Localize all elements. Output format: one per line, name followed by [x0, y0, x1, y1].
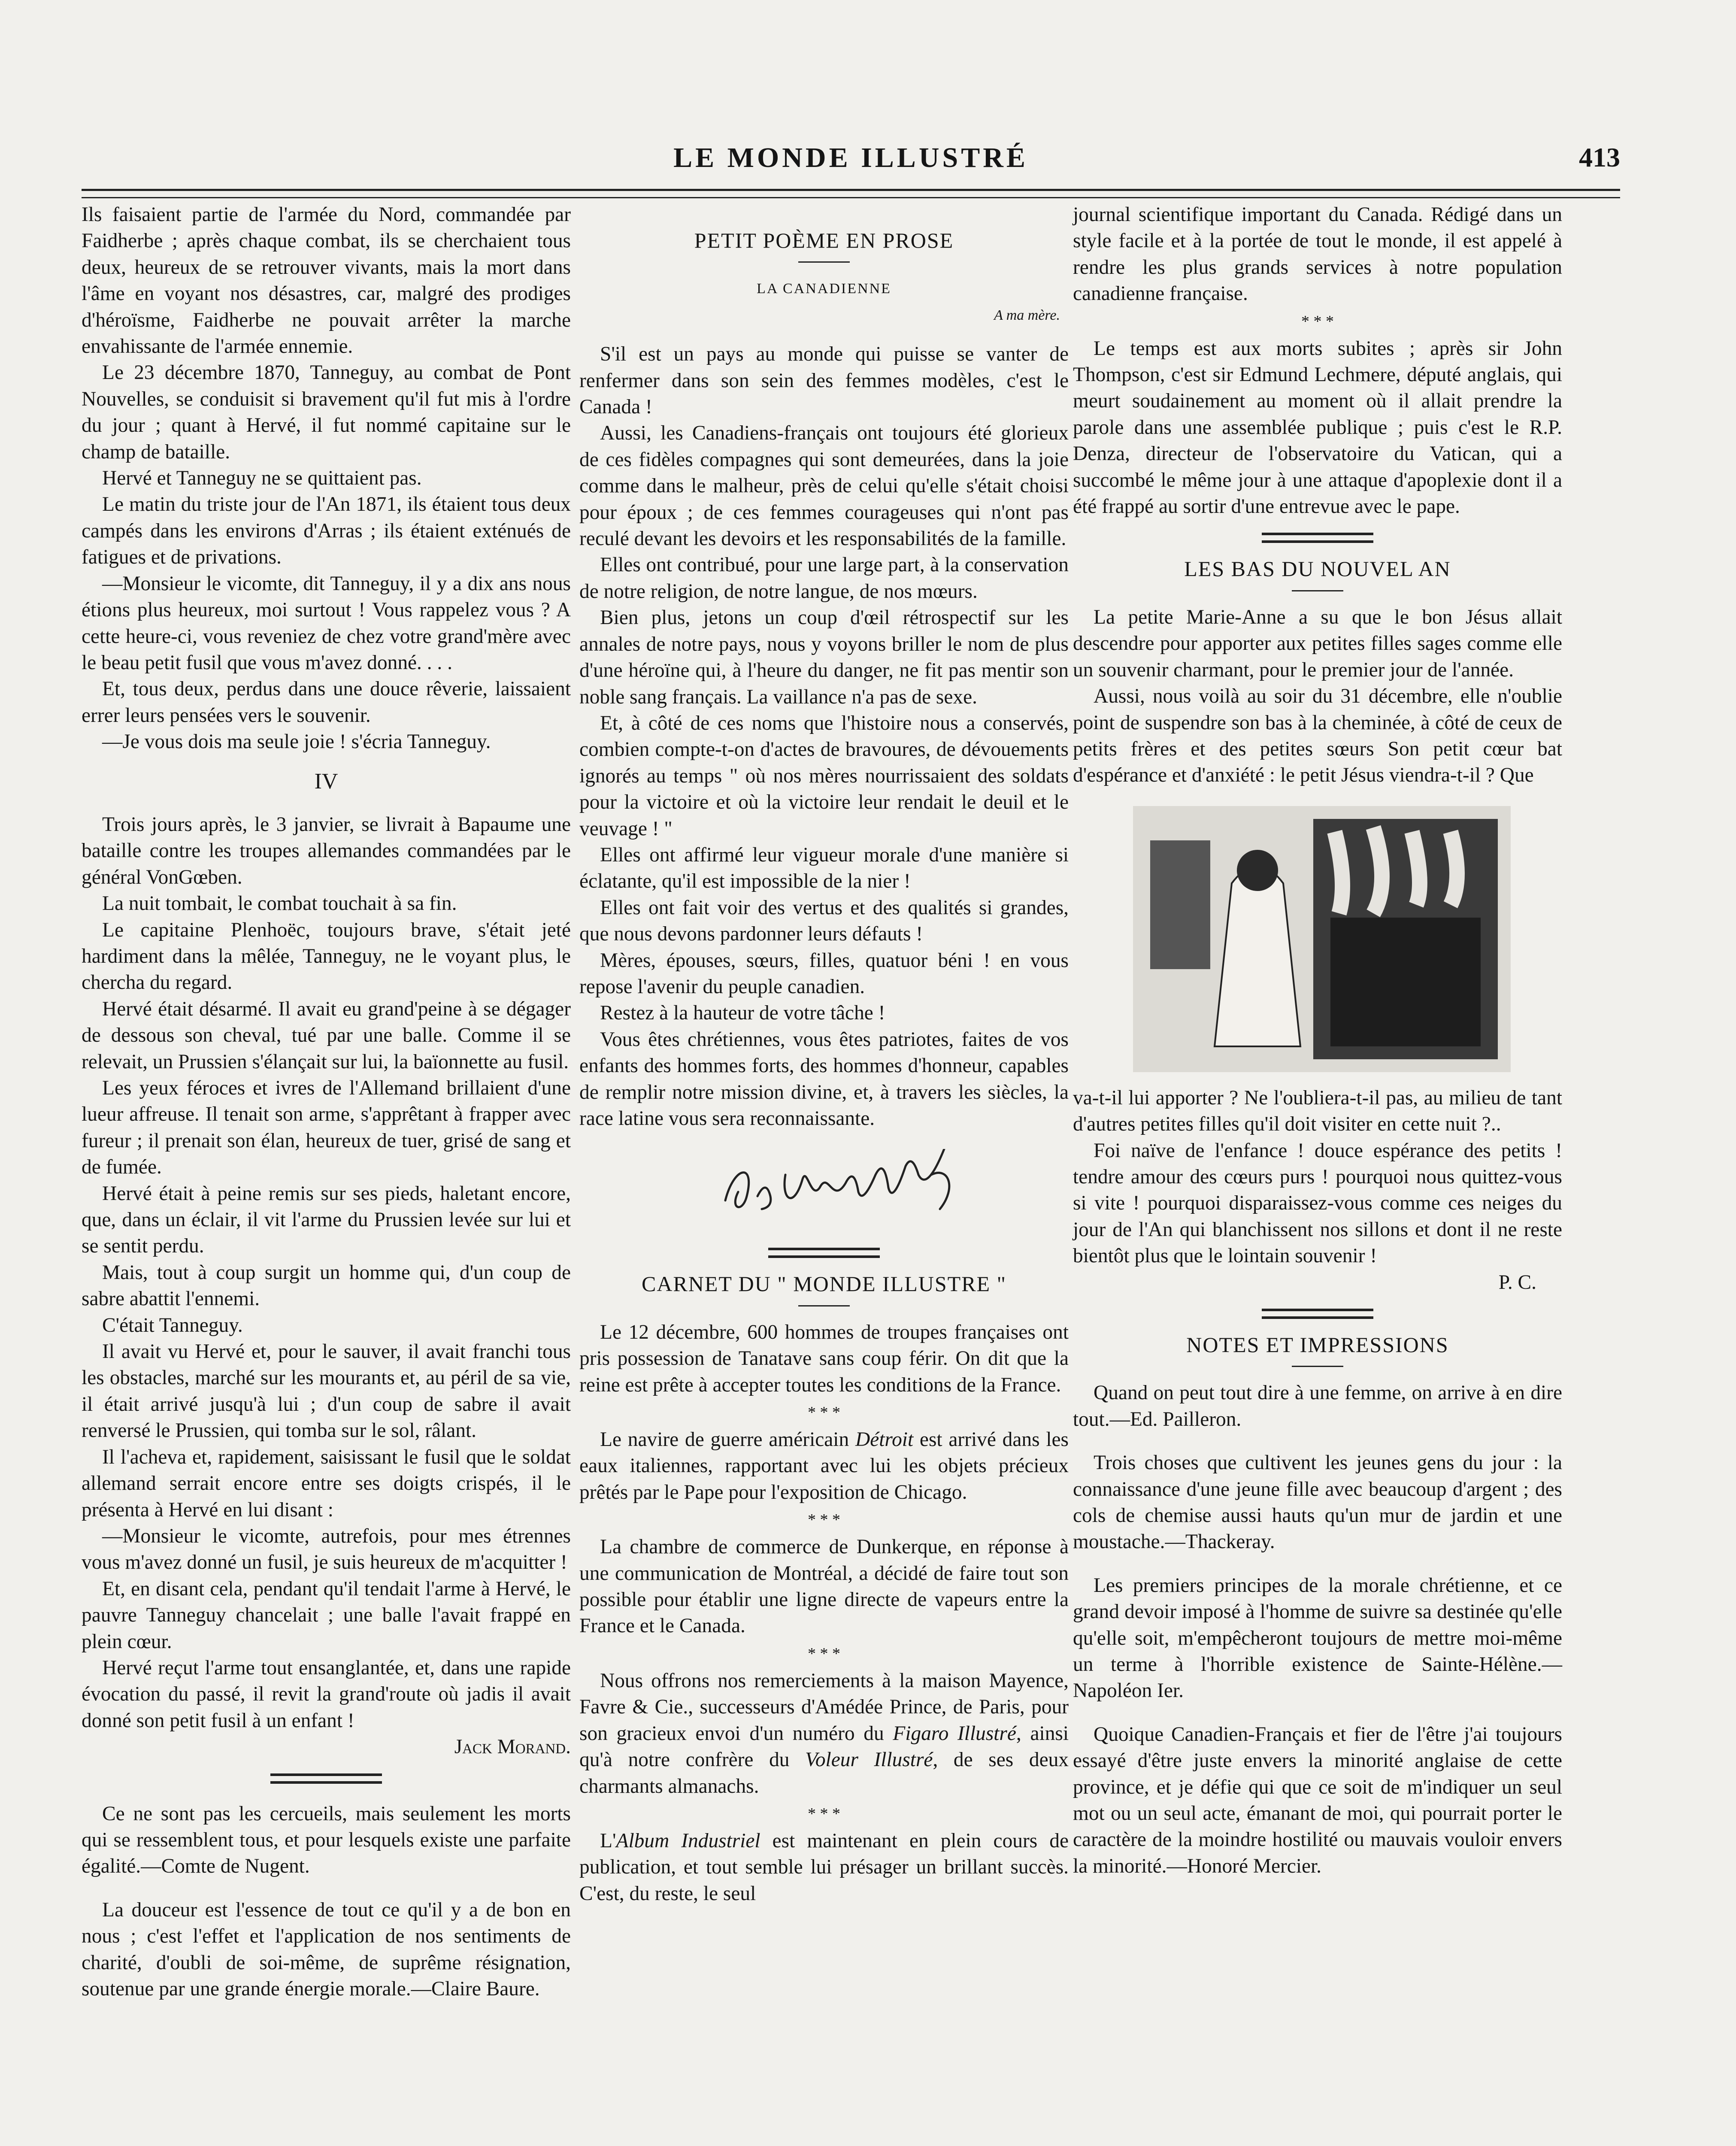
paragraph: Hervé reçut l'arme tout ensanglantée, et, dans une rapide évocation du passé, il revit la grand'route où jadis il avait donné son petit fusil à un enfant ! — [82, 1656, 571, 1732]
author-signature: Jack Morand. — [454, 1736, 571, 1758]
title-rule — [1292, 590, 1343, 591]
page-header — [82, 142, 1620, 185]
paragraph: La petite Marie-Anne a su que le bon Jésus allait descendre pour apporter aux petites filles sages comme elle un souvenir charmant, pour le premier jour de l'année. — [1073, 606, 1562, 681]
paragraph: Le matin du triste jour de l'An 1871, ils étaient tous deux campés dans les environs d'Arras ; ils étaient exténués de fatigues et de privations. — [82, 493, 571, 569]
paragraph: Foi naïve de l'enfance ! douce espérance des petits ! tendre amour des cœurs purs ! pourquoi nous quittez-vous si vite ! pourquoi disparaissez-vous comme ces neiges du jour de l'An qui blanchissent nos sillons et dont il ne reste bientôt plus que le lointain souvenir ! — [1073, 1139, 1562, 1267]
paragraph: Hervé était à peine remis sur ses pieds, haletant encore, que, dans un éclair, il vit l'arme du Prussien levée sur lui et se sentit perdu. — [82, 1182, 571, 1258]
paragraph: La nuit tombait, le combat touchait à sa fin. — [102, 892, 457, 915]
text-run: L' — [600, 1829, 616, 1852]
title-rule — [1292, 1366, 1343, 1367]
news-item — [579, 1427, 1069, 1506]
section-divider — [1262, 533, 1373, 543]
section-divider — [1262, 1309, 1373, 1319]
text-run: Nous offrons nos remerciements à la maison Mayence, Favre & Cie., successeurs d'Amédée Prince, de Paris, pour son gracieux envoi d'un numéro du — [579, 1669, 1069, 1745]
paragraph: —Monsieur le vicomte, dit Tanneguy, il y a dix ans nous étions plus heureux, moi surtout ! Vous rappelez vous ? A cette heure-ci, vous reveniez de chez votre grand'mère avec le beau petit fusil que vous m'avez donné. . . . — [82, 572, 571, 674]
news-item: Le temps est aux morts subites ; après sir John Thompson, c'est sir Edmund Lechmere, député anglais, qui meurt soudainement au moment où il allait prendre la parole dans une assemblée publique ; puis c'est le R.P. Denza, directeur de l'observatoire du Vatican, qui a succombé le même jour à une attaque d'apoplexie dont il a été frappé au sortir d'une entrevue avec le pape. — [1073, 337, 1562, 518]
paragraph: Le 23 décembre 1870, Tanneguy, au combat de Pont Nouvelles, se conduisit si bravement qu'il fut mis à l'ordre du jour ; quant à Hervé, il fut nommé capitaine sur le champ de bataille. — [82, 361, 571, 463]
asterism: * * * — [808, 1644, 840, 1663]
paragraph: Elles ont fait voir des vertus et des qualités si grandes, que nous devons pardonner leurs défauts ! — [579, 896, 1069, 946]
text-run: , de ses deux charmants almanachs. — [579, 1749, 1069, 1797]
paragraph: Aussi, les Canadiens-français ont toujours été glorieux de ces fidèles compagnes qui sont demeurées, dans la joie comme dans le malheur, près de celui qu'elle s'était choisi pour époux ; de ces femmes courageuses qui n'ont pas reculé devant les devoirs et les responsabilités de la famille. — [579, 422, 1069, 550]
text-run: est arrivé dans les eaux italiennes, rapportant avec lui les objets précieux prêtés par le Pape pour l'exposition de Chicago. — [579, 1428, 1069, 1503]
paragraph: —Monsieur le vicomte, autrefois, pour mes étrennes vous m'avez donné un fusil, je suis heureux de m'acquitter ! — [82, 1525, 571, 1574]
column-2 — [579, 202, 1069, 1907]
handwritten-signature — [579, 1149, 1069, 1222]
section-title: LES BAS DU NOUVEL AN — [1184, 557, 1451, 581]
paragraph: Elles ont contribué, pour une large part, à la conservation de notre religion, de notre langue, de nos mœurs. — [579, 554, 1069, 603]
section-title: CARNET DU " MONDE ILLUSTRE " — [641, 1272, 1007, 1296]
asterism: * * * — [808, 1511, 840, 1529]
paragraph: Vous êtes chrétiennes, vous êtes patriotes, faites de vos enfants des hommes forts, des hommes d'honneur, capables de remplir notre mission divine, et, à travers les siècles, la race latine vous sera reconnaissante. — [579, 1028, 1069, 1130]
paragraph: Trois jours après, le 3 janvier, se livrait à Bapaume une bataille contre les troupes allemandes commandées par le général VonGœben. — [82, 813, 571, 888]
text-run: , ainsi qu'à notre confrère du — [579, 1722, 1069, 1771]
paragraph: Les yeux féroces et ivres de l'Allemand brillaient d'une lueur affreuse. Il tenait son arme, s'apprêtant à frapper avec fureur ; il prenait son élan, heureux de tuer, grisé de sang et de fumée. — [82, 1077, 571, 1179]
quote-paragraph: La douceur est l'essence de tout ce qu'il y a de bon en nous ; c'est l'effet et l'application de nos sentiments de charité, d'oubli de soi-même, de suprême résignation, soutenue par une grande énergie morale.—Claire Baure. — [82, 1898, 571, 2000]
author-initials: P. C. — [1498, 1271, 1536, 1294]
italic-title: Figaro Illustré — [893, 1722, 1016, 1745]
text-run: est maintenant en plein cours de publication, et tout semble lui présager un brillant succès. C'est, du reste, le seul — [579, 1829, 1069, 1905]
section-title: NOTES ET IMPRESSIONS — [1186, 1332, 1449, 1357]
column-3 — [1073, 202, 1562, 1879]
section-number: IV — [314, 769, 338, 794]
page-number: 413 — [1579, 142, 1620, 173]
dedication: A ma mère. — [994, 307, 1060, 323]
section-divider — [768, 1248, 880, 1258]
signature-stroke — [725, 1149, 949, 1209]
paragraph: Et, en disant cela, pendant qu'il tendait l'arme à Hervé, le pauvre Tanneguy chancelait ; une balle l'avait frappé en plein cœur. — [82, 1577, 571, 1653]
paragraph: —Je vous dois ma seule joie ! s'écria Tanneguy. — [102, 730, 491, 753]
paragraph: Il l'acheva et, rapidement, saisissant le fusil que le soldat allemand serrait encore entre ses doigts crispés, il le présenta à Hervé en lui disant : — [82, 1446, 571, 1521]
side-furniture — [1150, 840, 1210, 969]
news-item — [579, 1668, 1069, 1800]
masthead: LE MONDE ILLUSTRÉ — [673, 142, 1028, 173]
quote-paragraph: Les premiers principes de la morale chrétienne, et ce grand devoir imposé à l'homme de suivre sa destinée qu'elle qu'elle soit, m'empêcheront toujours de mettre moi-même un terme à l'horrible existence de Sainte-Hélène.—Napoléon Ier. — [1073, 1574, 1562, 1702]
paragraph: Il avait vu Hervé et, pour le sauver, il avait franchi tous les obstacles, marché sur les mourants et, au péril de sa vie, il était arrivé jusqu'à lui ; d'un coup de sabre il avait renversé le Prussien, qui tomba sur le sol, râlant. — [82, 1340, 571, 1442]
article-title: PETIT POÈME EN PROSE — [694, 228, 954, 252]
paragraph: Le capitaine Plenhoëc, toujours brave, s'était jeté hardiment dans la mêlée, Tanneguy, ne le voyant plus, le chercha du regard. — [82, 918, 571, 994]
quote-paragraph: Trois choses que cultivent les jeunes gens du jour : la connaissance d'une jeune fille avec beaucoup d'argent ; des cols de chemise aussi hauts qu'un mur de jardin et une moustache.—Thackeray. — [1073, 1452, 1562, 1553]
article-subtitle: LA CANADIENNE — [757, 281, 891, 297]
paragraph: journal scientifique important du Canada. Rédigé dans un style facile et à la portée de tout le monde, il est appelé à rendre les plus grands services à notre population canadienne française. — [1073, 203, 1562, 305]
engraving — [1133, 806, 1511, 1072]
paragraph: Hervé était désarmé. Il avait eu grand'peine à se dégager de dessous son cheval, tué par une balle. Comme il se relevait, un Prussien s'élançait sur lui, la baïonnette au fusil. — [82, 997, 571, 1073]
quote-paragraph: Quoique Canadien-Français et fier de l'être j'ai toujours essayé d'être juste envers la minorité anglaise de cette province, et je défie qui que ce soit de m'indiquer un seul mot ou un seul acte, émanant de moi, qui pourrait porter le caractère de la moindre hostilité ou mauvais vouloir envers la minorité.—Honoré Mercier. — [1073, 1723, 1562, 1877]
girl-head — [1237, 850, 1278, 891]
section-divider — [270, 1773, 382, 1784]
paragraph: Restez à la hauteur de votre tâche ! — [600, 1002, 885, 1025]
illustration-girl-hanging-stocking — [1133, 806, 1562, 1072]
italic-title: Détroit — [855, 1428, 914, 1451]
header-rule — [82, 189, 1620, 198]
asterism: * * * — [808, 1804, 840, 1823]
column-1 — [82, 202, 571, 2002]
news-item — [579, 1828, 1069, 1907]
paragraph: Elles ont affirmé leur vigueur morale d'une manière si éclatante, qu'il est impossible de la nier ! — [579, 843, 1069, 893]
paragraph: Mères, épouses, sœurs, filles, quatuor béni ! en vous repose l'avenir du peuple canadien. — [579, 949, 1069, 998]
paragraph: Mais, tout à coup surgit un homme qui, d'un coup de sabre abattit l'ennemi. — [82, 1261, 571, 1310]
paragraph: Et, à côté de ces noms que l'histoire nous a conservés, combien compte-t-on d'actes de bravoures, de dévouements ignorés au temps " où nos mères nourrissaient des soldats pour la victoire et où la victoire leur rendait le deuil et le veuvage ! " — [579, 712, 1069, 840]
signature-drawing — [717, 1149, 974, 1222]
news-item: La chambre de commerce de Dunkerque, en réponse à une communication de Montréal, a décidé de faire tout son possible pour établir une ligne directe de vapeurs entre la France et le Canada. — [579, 1536, 1069, 1637]
paragraph: S'il est un pays au monde qui puisse se vanter de renfermer dans son sein des femmes modèles, c'est le Canada ! — [579, 343, 1069, 418]
news-item: Le 12 décembre, 600 hommes de troupes françaises ont pris possession de Tanatave sans coup férir. On dit que la reine est prête à accepter toutes les conditions de la France. — [579, 1321, 1069, 1396]
title-rule — [798, 261, 850, 263]
paragraph: Ils faisaient partie de l'armée du Nord, commandée par Faidherbe ; après chaque combat, ils se cherchaient tous deux, heureux de se retrouver vivants, mais la mort dans l'âme en voyant nos désastres, car, malgré des prodiges d'héroïsme, Faidherbe ne pouvait arrêter la marche envahissante de l'armée ennemie. — [82, 203, 571, 358]
quote-paragraph: Quand on peut tout dire à une femme, on arrive à en dire tout.—Ed. Pailleron. — [1073, 1382, 1562, 1431]
asterism: * * * — [1301, 312, 1334, 330]
italic-title: Voleur Illustré — [805, 1749, 933, 1771]
text-run: Le navire de guerre américain — [600, 1428, 855, 1451]
quote-paragraph: Ce ne sont pas les cercueils, mais seulement les morts qui se ressemblent tous, et pour lesquels existe une parfaite égalité.—Comte de Nugent. — [82, 1802, 571, 1878]
hearth-shape — [1330, 918, 1481, 1046]
title-rule — [798, 1305, 850, 1306]
paragraph: va-t-il lui apporter ? Ne l'oubliera-t-il pas, au milieu de tant d'autres petites filles qu'il doit visiter en cette nuit ?.. — [1073, 1086, 1562, 1136]
paragraph: Hervé et Tanneguy ne se quittaient pas. — [102, 467, 422, 490]
paragraph: C'était Tanneguy. — [102, 1314, 243, 1337]
italic-title: Album Industriel — [616, 1829, 760, 1852]
asterism: * * * — [808, 1403, 840, 1422]
paragraph: Et, tous deux, perdus dans une douce rêverie, laissaient errer leurs pensées vers le souvenir. — [82, 678, 571, 727]
paragraph: Aussi, nous voilà au soir du 31 décembre, elle n'oublie point de suspendre son bas à la cheminée, à côté de ceux de petits frères et des petites sœurs Son petit cœur bat d'espérance et d'anxiété : le petit Jésus viendra-t-il ? Que — [1073, 685, 1562, 787]
paragraph: Bien plus, jetons un coup d'œil rétrospectif sur les annales de notre pays, nous y voyons briller le nom de plus d'une héroïne qui, à l'heure du danger, ne fit pas mentir son noble sang français. La vaillance n'a pas de sexe. — [579, 606, 1069, 708]
